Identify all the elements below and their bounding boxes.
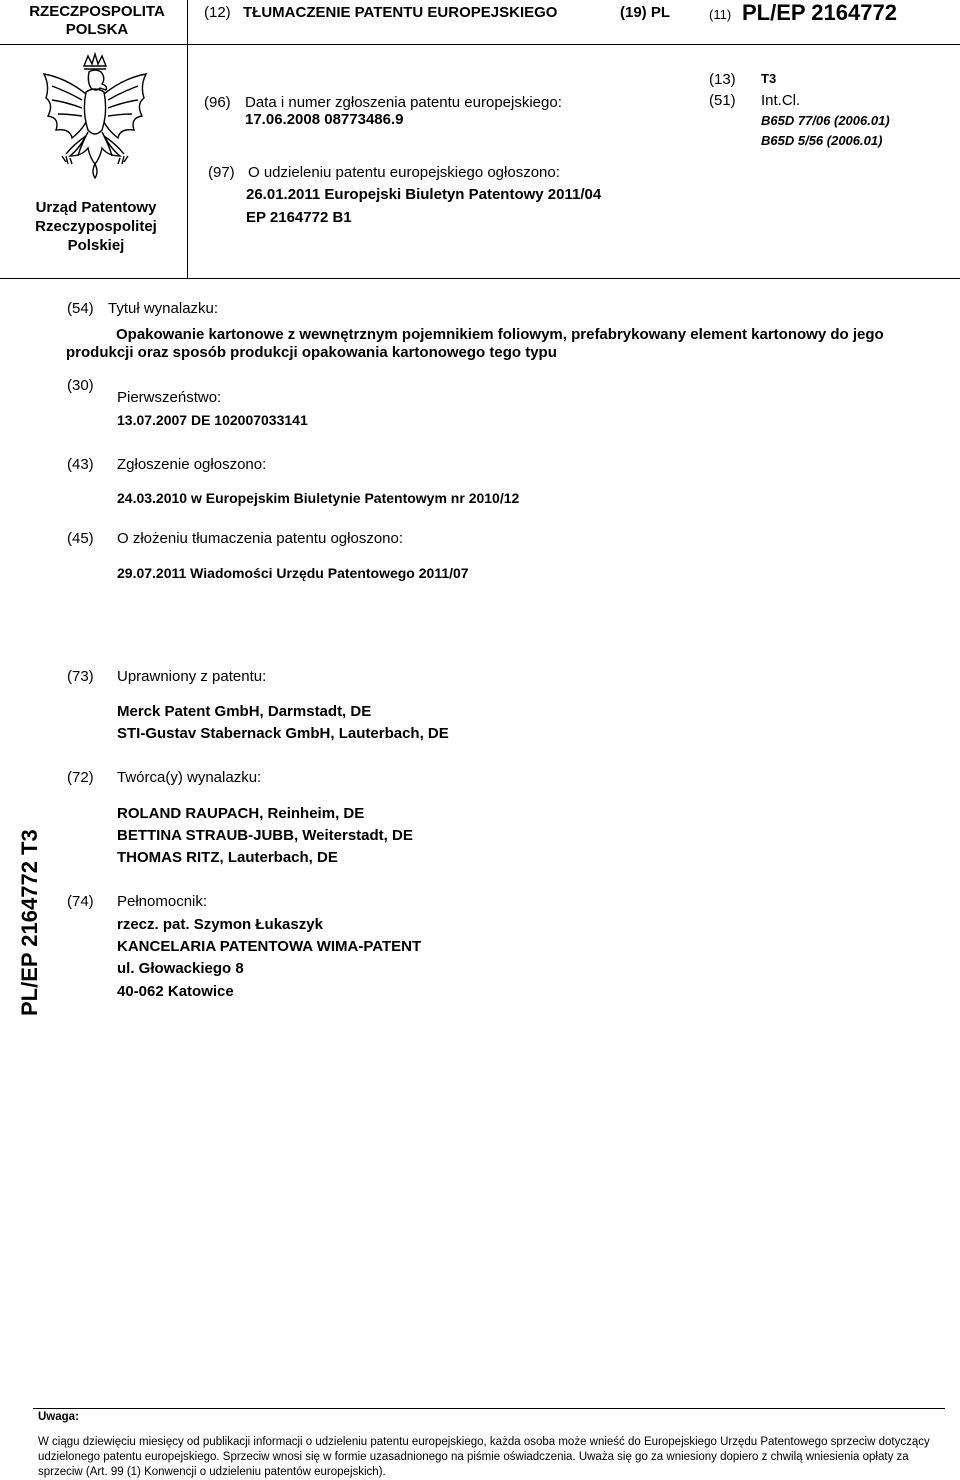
inventor-2: BETTINA STRAUB-JUBB, Weiterstadt, DE [117, 827, 413, 844]
footer-heading: Uwaga: [38, 1411, 79, 1423]
header-divider-left [187, 0, 188, 44]
document-type: TŁUMACZENIE PATENTU EUROPEJSKIEGO [243, 4, 558, 21]
field-54-label: Tytuł wynalazku: [108, 300, 219, 317]
invention-title-line1: Opakowanie kartonowe z wewnętrznym pojemnikiem foliowym, prefabrykowany element kartonowy do jego [116, 326, 884, 343]
code-54: (54) [67, 300, 94, 317]
field-97-label: O udzieleniu patentu europejskiego ogłoszono: [248, 164, 560, 181]
field-96-value: 17.06.2008 08773486.9 [245, 111, 404, 128]
office-line2: Rzeczypospolitej [35, 218, 157, 235]
left-column-divider [187, 44, 188, 278]
code-73: (73) [67, 668, 94, 685]
code-51: (51) [709, 92, 736, 109]
patent-number: PL/EP 2164772 [742, 0, 897, 25]
int-cl-class1: B65D 77/06 (2006.01) [761, 113, 890, 128]
patent-office-name [16, 198, 176, 255]
inventor-3: THOMAS RITZ, Lauterbach, DE [117, 849, 338, 866]
field-30-label: Pierwszeństwo: [117, 389, 222, 406]
attorney-line-2: KANCELARIA PATENTOWA WIMA-PATENT [117, 938, 422, 955]
code-45: (45) [67, 530, 94, 547]
footer-note: W ciągu dziewięciu miesięcy od publikacji informacji o udzieleniu patentu europejskiego, każda osoba może wnieść do Europejskiego Urzędu Patentowego sprzeciw dotyczący udzielonego patentu europejskiego. Sprzeciw wnosi się w formie uzasadnionego na piśmie oświadczenia. Uważa się go za wniesiony dopiero z chwilą wniesienia opłaty za sprzeciw (Art. 99 (1) Konwencji o udzieleniu patentów europejskich). [38, 1436, 930, 1478]
field-97-value: 26.01.2011 Europejski Biuletyn Patentowy 2011/04 [246, 186, 602, 203]
country-name [27, 3, 167, 38]
code-74: (74) [67, 893, 94, 910]
kind-code: T3 [761, 71, 777, 86]
field-72-label: Twórca(y) wynalazku: [117, 769, 262, 786]
code-96: (96) [204, 94, 231, 111]
field-73-label: Uprawniony z patentu: [117, 668, 267, 685]
field-96-label: Data i numer zgłoszenia patentu europejskiego: [245, 94, 562, 111]
side-patent-label: PL/EP 2164772 T3 [17, 829, 42, 1016]
attorney-line-3: ul. Głowackiego 8 [117, 960, 244, 977]
field-30-value: 13.07.2007 DE 102007033141 [117, 412, 308, 428]
code-30: (30) [67, 377, 94, 394]
field-43-label: Zgłoszenie ogłoszono: [117, 456, 267, 473]
int-cl-label: Int.Cl. [761, 92, 801, 109]
inventor-1: ROLAND RAUPACH, Reinheim, DE [117, 805, 365, 822]
code-12: (12) [204, 4, 231, 21]
office-line1: Urząd Patentowy [35, 199, 157, 216]
code-11: (11) [709, 7, 732, 22]
field-74-label: Pełnomocnik: [117, 893, 208, 910]
section-divider [0, 278, 960, 279]
footer-divider [33, 1408, 945, 1409]
code-72: (72) [67, 769, 94, 786]
field-45-value: 29.07.2011 Wiadomości Urzędu Patentowego 2011/07 [117, 565, 469, 581]
office-line3: Polskiej [67, 237, 125, 254]
code-19: (19) PL [620, 4, 671, 21]
field-43-value: 24.03.2010 w Europejskim Biuletynie Patentowym nr 2010/12 [117, 490, 520, 506]
patent-holder-1: Merck Patent GmbH, Darmstadt, DE [117, 703, 372, 720]
patent-holder-2: STI-Gustav Stabernack GmbH, Lauterbach, DE [117, 725, 449, 742]
polish-eagle-emblem [36, 52, 154, 180]
attorney-line-4: 40-062 Katowice [117, 983, 234, 1000]
attorney-line-1: rzecz. pat. Szymon Łukaszyk [117, 916, 323, 933]
country-line1: RZECZPOSPOLITA [29, 3, 165, 20]
field-97-value2: EP 2164772 B1 [246, 209, 352, 226]
field-45-label: O złożeniu tłumaczenia patentu ogłoszono: [117, 530, 404, 547]
country-line2: POLSKA [65, 21, 129, 38]
invention-title-line2: produkcji oraz sposób produkcji opakowania kartonowego tego typu [66, 344, 557, 361]
int-cl-class2: B65D 5/56 (2006.01) [761, 133, 883, 148]
header-divider [0, 44, 960, 45]
code-43: (43) [67, 456, 94, 473]
code-97: (97) [208, 164, 235, 181]
code-13: (13) [709, 71, 736, 88]
